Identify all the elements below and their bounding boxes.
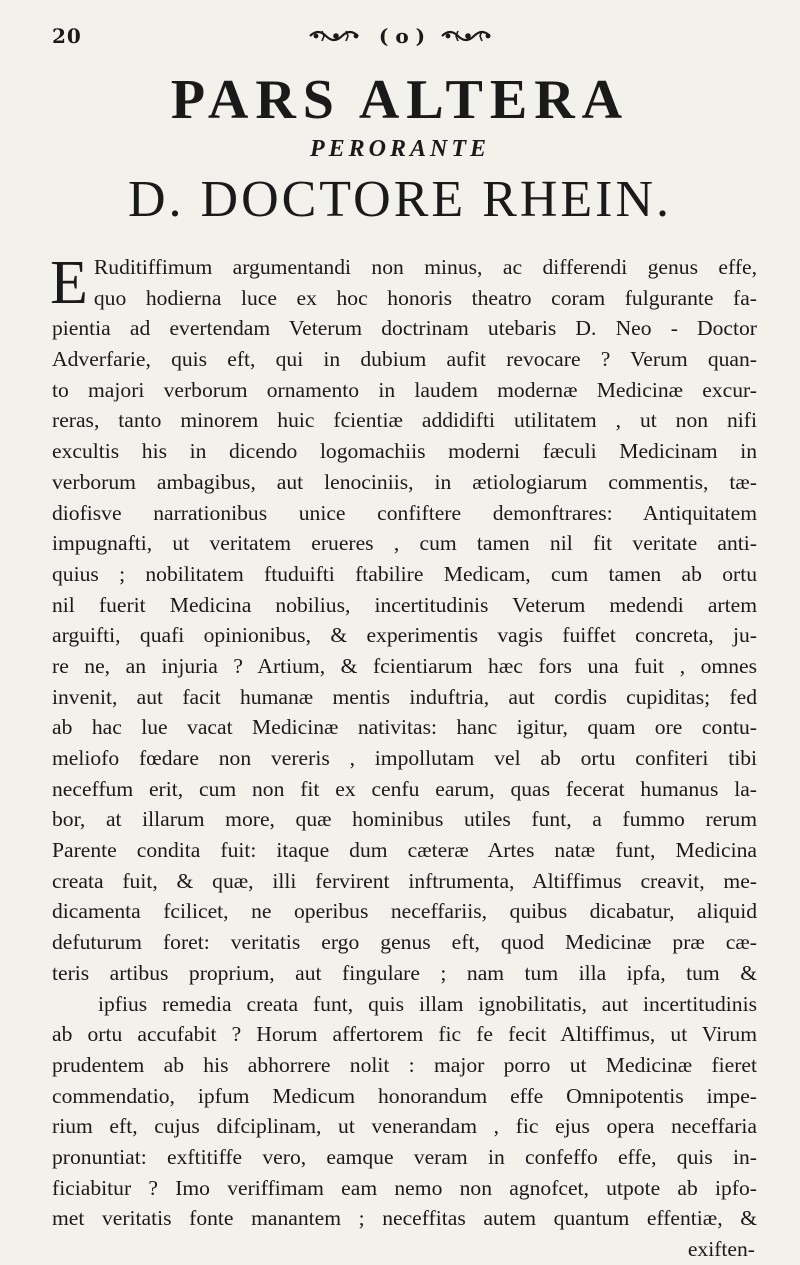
body-text <box>50 249 757 1265</box>
text-line: pientia ad evertendam Veterum doctrinam utebaris D. Neo - Doctor <box>52 316 757 341</box>
text-line: Ruditiffimum argumentandi non minus, ac differendi genus effe, <box>93 255 757 279</box>
text-line: prudentem ab his abhorrere nolit : major porro ut Medicinæ fieret <box>52 1052 757 1077</box>
center-mark: ( o ) <box>378 23 426 48</box>
section-name: D. DOCTORE RHEIN. <box>127 171 673 228</box>
text-line: quo hodierna luce ex hoc honoris theatro coram fulgurante fa- <box>93 285 757 310</box>
text-line: verborum ambagibus, aut lenociniis, in ætiologiarum commentis, tæ- <box>52 469 757 494</box>
text-line: bor, at illarum more, quæ hominibus utiles funt, a fummo rerum <box>52 807 757 832</box>
text-line: ficiabitur ? Imo veriffimam eam nemo non agnofcet, utpote ab ipfo- <box>52 1175 757 1200</box>
text-line: to majori verborum ornamento in laudem modernæ Medicinæ excur- <box>52 377 757 402</box>
text-line: defuturum foret: veritatis ergo genus eft, quod Medicinæ præ cæ- <box>52 930 757 955</box>
text-line: ipfius remedia creata funt, quis illam ignobilitatis, aut incertitudinis <box>98 991 757 1016</box>
text-line: dicamenta fcilicet, ne operibus neceffariis, quibus dicabatur, aliquid <box>52 899 757 924</box>
catchword: exiften- <box>687 1237 755 1261</box>
text-line: excultis his in dicendo logomachiis moderni fæculi Medicinam in <box>52 439 757 464</box>
text-line: meliofo fœdare non vereris , impollutam vel ab ortu confiteri tibi <box>52 746 757 770</box>
text-line: pronuntiat: exftitiffe vero, eamque veram in confeffo effe, quis in- <box>52 1144 757 1169</box>
text-line: ab ortu accufabit ? Horum affertorem fic fe fecit Altiffimus, ut Virum <box>52 1022 757 1047</box>
text-line: ab hac lue vacat Medicinæ nativitas: hanc igitur, quam ore contu- <box>52 715 757 740</box>
text-line: quius ; nobilitatem ftuduifti ftabilire Medicam, cum tamen ab ortu <box>52 561 757 586</box>
text-line: rium eft, cujus difciplinam, ut venerandam , fic ejus opera neceffaria <box>52 1114 757 1139</box>
section-title: PARS ALTERA <box>170 69 630 131</box>
text-line: arguifti, quafi opinionibus, & experimentis vagis fuiffet concreta, ju- <box>52 623 757 648</box>
text-line: teris artibus proprium, aut fingulare ; nam tum illa ipfa, tum & <box>52 960 757 985</box>
text-line: re ne, an injuria ? Artium, & fcientiarum hæc fors una fuit , omnes <box>52 653 757 678</box>
text-line: met veritatis fonte manantem ; neceffitas autem quantum effentiæ, & <box>52 1206 757 1231</box>
fleuron-right-icon <box>440 27 496 45</box>
running-head <box>52 22 752 52</box>
header-ornament <box>252 22 552 48</box>
section-subtitle: PERORANTE <box>309 136 491 162</box>
text-line: commendatio, ipfum Medicum honorandum effe Omnipotentis impe- <box>52 1083 757 1108</box>
drop-cap: E <box>50 249 88 317</box>
text-line: reras, tanto minorem huic fcientiæ addidifti utilitatem , ut non nifi <box>52 408 757 433</box>
text-line: nil fuerit Medicina nobilius, incertitudinis Veterum medendi artem <box>52 592 757 617</box>
text-line: invenit, aut facit humanæ mentis induftria, aut cordis cupiditas; fed <box>52 684 757 709</box>
text-line: Parente condita fuit: itaque dum cæteræ Artes natæ funt, Medicina <box>52 838 757 863</box>
text-line: neceffum erit, cum non fit ex cenfu earum, quas fecerat humanus la- <box>52 776 757 801</box>
text-line: creata fuit, & quæ, illi fervirent inftrumenta, Altiffimus creavit, me- <box>52 868 757 893</box>
text-line: diofisve narrationibus unice confiftere demonftrares: Antiquitatem <box>52 500 757 525</box>
text-line: Adverfarie, quis eft, qui in dubium aufit revocare ? Verum quan- <box>52 347 757 372</box>
text-line: impugnafti, ut veritatem erueres , cum tamen nil fit veritate anti- <box>52 531 757 556</box>
page-number: 20 <box>52 24 82 48</box>
fleuron-left-icon <box>308 27 364 45</box>
